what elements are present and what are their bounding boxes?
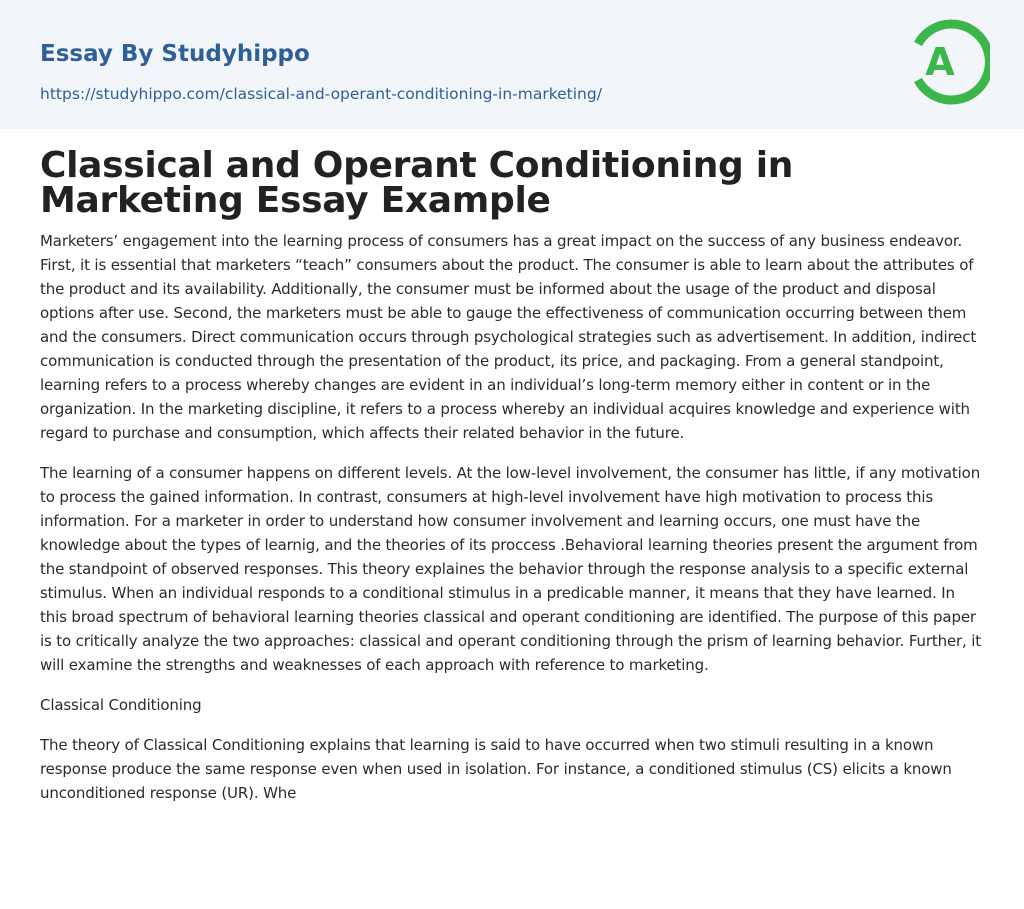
site-header: [0, 0, 1024, 129]
section-heading: Classical Conditioning: [40, 696, 202, 714]
source-url-link[interactable]: https://studyhippo.com/classical-and-operant-conditioning-in-marketing/: [40, 85, 602, 103]
page-title: Classical and Operant Conditioning in Marketing Essay Example: [40, 145, 794, 221]
paragraph: Marketers’ engagement into the learning process of consumers has a great impact on the success of any business endeavor. First, it is essential that marketers “teach” consumers about the product. The consumer is able to learn about the attributes of the product and its availability. Additionally, the consumer must be informed about the usage of the product and disposal options after use. Second, the marketers must be able to gauge the effectiveness of communication occurring between them and the consumers. Direct communication occurs through psychological strategies such as advertisement. In addition, indirect communication is conducted through the presentation of the product, its price, and packaging. From a general standpoint, learning refers to a process whereby changes are evident in an individual’s long-term memory either in content or in the organization. In the marketing discipline, it refers to a process whereby an individual acquires knowledge and experience with regard to purchase and consumption, which affects their related behavior in the future.: [40, 232, 977, 442]
studyhippo-logo-icon[interactable]: [910, 18, 990, 106]
paragraph: The theory of Classical Conditioning explains that learning is said to have occurred when two stimuli resulting in a known response produce the same response even when used in isolation. For instance, a conditioned stimulus (CS) elicits a known unconditioned response (UR). Whe: [40, 736, 952, 802]
brand-title[interactable]: Essay By Studyhippo: [40, 41, 310, 67]
logo-letter: A: [925, 40, 955, 84]
article-body: [40, 229, 984, 821]
paragraph: The learning of a consumer happens on different levels. At the low-level involvement, the consumer has little, if any motivation to process the gained information. In contrast, consumers at high-level involvement have high motivation to process this information. For a marketer in order to understand how consumer involvement and learning occurs, one must have the knowledge about the types of learnig, and the theories of its proccess .Behavioral learning theories present the argument from the standpoint of observed responses. This theory explaines the behavior through the response analysis to a specific external stimulus. When an individual responds to a conditional stimulus in a predicable manner, it means that they have learned. In this broad spectrum of behavioral learning theories classical and operant conditioning are identified. The purpose of this paper is to critically analyze the two approaches: classical and operant conditioning through the prism of learning behavior. Further, it will examine the strengths and weaknesses of each approach with reference to marketing.: [40, 464, 982, 674]
